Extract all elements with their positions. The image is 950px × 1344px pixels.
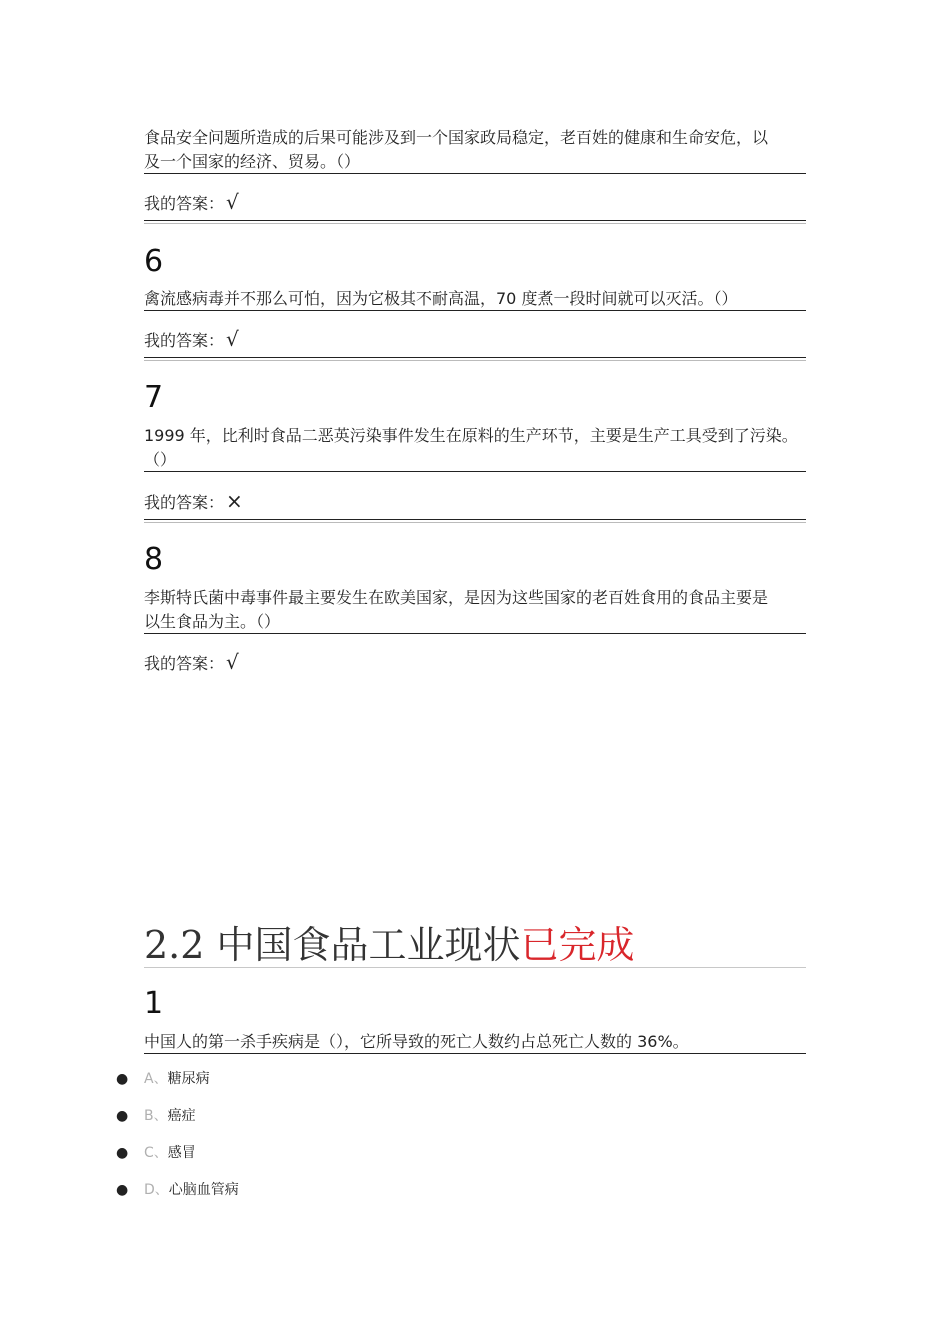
question-text: 中国人的第一杀手疾病是（），它所导致的死亡人数约占总死亡人数的 36%。	[144, 1032, 689, 1051]
divider	[144, 220, 806, 224]
question-number: 7	[144, 380, 164, 415]
divider	[144, 173, 806, 174]
question-number: 6	[144, 244, 164, 279]
answer-mark: √	[226, 327, 239, 351]
my-answer: 我的答案： √	[144, 327, 239, 351]
divider	[144, 310, 806, 311]
my-answer: 我的答案： √	[144, 650, 239, 674]
question-number: 1	[144, 986, 164, 1021]
question-number: 8	[144, 542, 164, 577]
bullet-icon: ●	[116, 1145, 129, 1161]
answer-mark: √	[226, 650, 239, 674]
divider	[144, 471, 806, 472]
my-answer: 我的答案： ×	[144, 489, 243, 513]
question-text: 食品安全问题所造成的后果可能涉及到一个国家政局稳定，老百姓的健康和生命安危，以 及一个国家的经济、贸易。（）	[144, 128, 769, 171]
my-answer: 我的答案： √	[144, 190, 239, 214]
section-divider	[144, 967, 806, 968]
answer-mark: ×	[226, 489, 243, 513]
divider	[144, 633, 806, 634]
option-b[interactable]: ● B、癌症	[116, 1108, 196, 1124]
question-text: 禽流感病毒并不那么可怕，因为它极其不耐高温，70 度煮一段时间就可以灭活。（）	[144, 289, 738, 308]
option-a[interactable]: ● A、糖尿病	[116, 1071, 210, 1087]
option-d[interactable]: ● D、心脑血管病	[116, 1182, 239, 1198]
bullet-icon: ●	[116, 1182, 129, 1198]
divider	[144, 519, 806, 523]
option-c[interactable]: ● C、感冒	[116, 1145, 196, 1161]
divider	[144, 1053, 806, 1054]
completed-status: 已完成	[520, 923, 635, 967]
question-text: 1999 年，比利时食品二恶英污染事件发生在原料的生产环节，主要是生产工具受到了污染。 （）	[144, 426, 798, 469]
answer-mark: √	[226, 190, 239, 214]
bullet-icon: ●	[116, 1108, 129, 1124]
bullet-icon: ●	[116, 1071, 129, 1087]
question-text: 李斯特氏菌中毒事件最主要发生在欧美国家，是因为这些国家的老百姓食用的食品主要是 以生食品为主。（）	[144, 588, 769, 631]
divider	[144, 357, 806, 361]
section-title: 2.2 中国食品工业现状已完成	[144, 923, 635, 967]
